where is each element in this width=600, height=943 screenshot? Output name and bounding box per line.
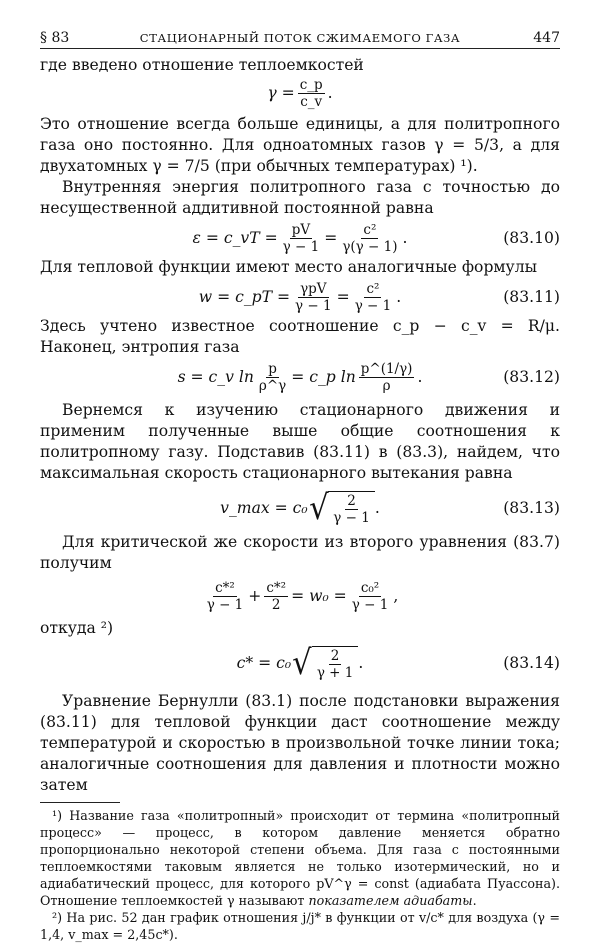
chapter-title: СТАЦИОНАРНЫЙ ПОТОК СЖИМАЕМОГО ГАЗА	[139, 31, 461, 45]
equation-83-14: c* = c₀ √ $\frac{2}{\gamma + 1}$ . (83.14)	[236, 643, 560, 683]
equation-number: (83.10)	[503, 229, 560, 247]
paragraph-3: Внутренняя энергия политропного газа с точностью до несущественной аддитивной постоянной равна	[40, 178, 560, 217]
section-number: § 83	[40, 30, 70, 46]
equation-number: (83.11)	[503, 288, 560, 306]
equation-83-12: s = c_v ln $\frac{p}{\rho\^{}\gamma}$ = c_p ln $\frac{p\^{}(1/\gamma)}{\rho}$ . (83.12)	[177, 360, 560, 394]
footnote-1-emphasis: показателем адиабаты	[308, 893, 473, 908]
running-header	[40, 24, 560, 49]
page	[40, 24, 560, 943]
paragraph-6: Вернемся к изучению стационарного движения и применим полученные выше общие соотношения к политропному газу. Подставив (83.11) в (83.3), найдем, что максимальная скорость стационарного вытекания равна	[40, 401, 560, 482]
page-number: 447	[533, 30, 560, 46]
equation-83-11: w = c_pT = $\frac{\text{γpV}}{\gamma - 1}$ = $\frac{\text{c²}}{\gamma - 1}$ . (83.11)	[198, 280, 560, 314]
paragraph-4: Для тепловой функции имеют место аналогичные формулы	[40, 258, 538, 276]
equation-number: (83.14)	[503, 654, 560, 672]
equation-critical-velocity: $\frac{\text{c*²}}{\gamma - 1}$ + $\frac{\text{c*²}}{2}$ = w₀ = $\frac{\text{c₀²}}{\gamma - 1}$ ,	[206, 579, 399, 613]
footnote-1: ¹) Название газа «политропный» происходит от термина «политропный процесс» — процесс, в котором давление меняется обратно пропорционально некоторой степени объема. Для газа с постоянными теплоемкостями таковым является не только изотермический, но и адиабатический процесс, для которого pV^γ = const (адиабата Пуассона). Отношение теплоемкостей γ называют показателем адиабаты.	[40, 808, 560, 908]
footnote-divider	[40, 802, 120, 803]
equation-number: (83.13)	[503, 499, 560, 517]
paragraph-7: Для критической же скорости из второго уравнения (83.7) получим	[40, 533, 560, 572]
footnote-2: ²) На рис. 52 дан график отношения j/j* в функции от v/c* для воздуха (γ = 1,4, v_max = 2,45c*).	[40, 910, 560, 942]
equation-number: (83.12)	[503, 368, 560, 386]
equation-83-10: ε = c_vT = $\frac{pV}{\gamma - 1}$ = $\frac{\text{c²}}{\gamma(\gamma - 1)}$ . (83.10)	[192, 221, 560, 255]
paragraph-5: Здесь учтено известное соотношение c_p − c_v = R/μ. Наконец, энтропия газа	[40, 317, 560, 356]
paragraph-2: Это отношение всегда больше единицы, а для политропного газа оно постоянно. Для одноатомных газов γ = 5/3, а для двухатомных γ = 7/5 (при обычных температурах) ¹).	[40, 115, 560, 175]
paragraph-9: Уравнение Бернулли (83.1) после подстановки выражения (83.11) для тепловой функции даст соотношение между температурой и скоростью в произвольной точке линии тока; аналогичные соотношения для давления и плотности можно затем	[40, 692, 560, 794]
paragraph-8: откуда ²)	[40, 619, 114, 637]
equation-gamma: γ = $\frac{c\_p}{c\_v}$ .	[267, 76, 333, 110]
equation-83-13: v_max = c₀ √ $\frac{2}{\gamma - 1}$ . (83.13)	[220, 488, 560, 528]
paragraph-1: где введено отношение теплоемкостей	[40, 56, 364, 74]
